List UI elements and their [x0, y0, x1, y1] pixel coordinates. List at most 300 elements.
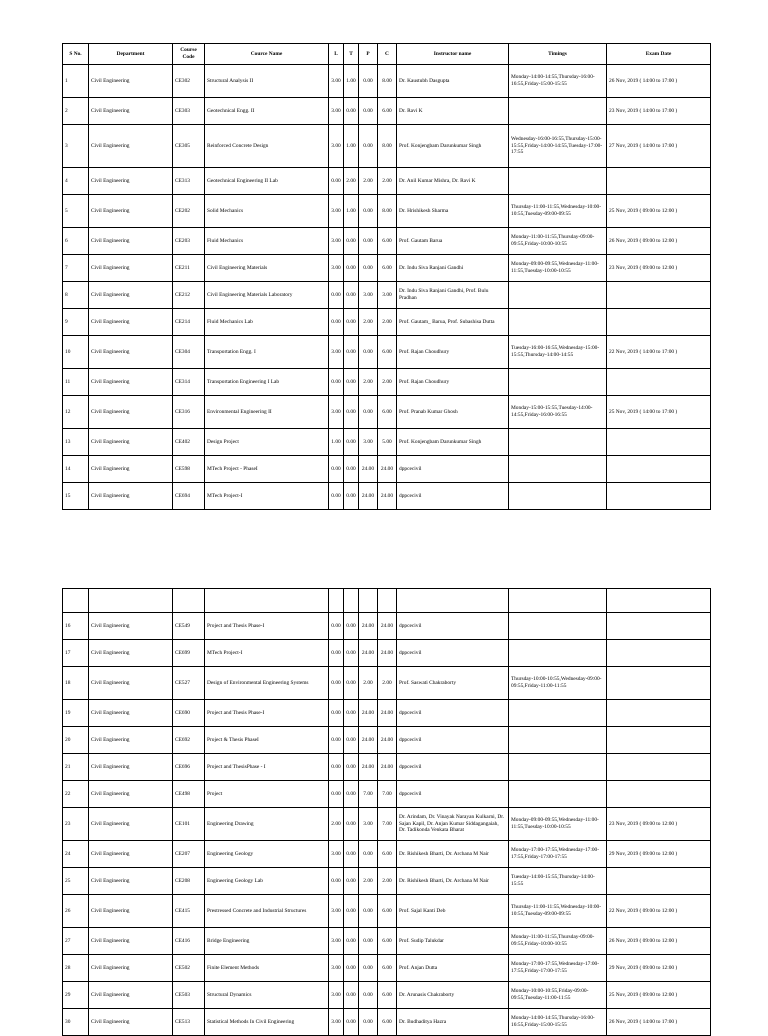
- lecture-hours-cell: 3.00: [329, 195, 344, 228]
- practical-hours-cell: 0.00: [359, 228, 378, 255]
- timings-cell: Wednesday-16:00-16:55,Thursday-15:00-15:55,Friday-14:00-14:55,Tuesday-17:00-17:55: [509, 125, 607, 168]
- serial-number-cell: 5: [63, 195, 89, 228]
- exam-date-cell: [607, 868, 711, 895]
- credits-cell: 24.00: [378, 754, 397, 781]
- exam-date-cell: 23 Nov, 2019 ( 09:00 to 12:00 ): [607, 255, 711, 282]
- department-cell: Civil Engineering: [89, 781, 173, 808]
- instructor-name-cell: Dr. Rishikesh Bharti, Dr. Archana M Nair: [397, 868, 509, 895]
- credits-cell: 5.00: [378, 429, 397, 456]
- tutorial-hours-cell: 0.00: [344, 841, 359, 868]
- department-cell: Civil Engineering: [89, 483, 173, 510]
- timings-cell: Monday-15:00-15:55,Tuesday-14:00-14:55,Friday-16:00-16:55: [509, 396, 607, 429]
- credits-cell: 6.00: [378, 98, 397, 125]
- table-row: [63, 895, 711, 928]
- practical-hours-cell: 0.00: [359, 255, 378, 282]
- exam-date-cell: 23 Nov, 2019 ( 09:00 to 12:00 ): [607, 808, 711, 841]
- exam-date-cell: [607, 640, 711, 667]
- exam-date-cell: 25 Nov, 2019 ( 14:00 to 17:00 ): [607, 396, 711, 429]
- credits-cell: 8.00: [378, 195, 397, 228]
- course-name-cell: Transportation Engg. I: [205, 336, 329, 369]
- exam-date-cell: [607, 727, 711, 754]
- course-name-cell: Project and ThesisPhase - I: [205, 754, 329, 781]
- header-course-code: Course Code: [173, 44, 205, 65]
- practical-hours-cell: 24.00: [359, 754, 378, 781]
- department-cell: Civil Engineering: [89, 955, 173, 982]
- lecture-hours-cell: 3.00: [329, 1009, 344, 1036]
- table-row: [63, 754, 711, 781]
- instructor-name-cell: Dr. Indu Siva Ranjani Gandhi: [397, 255, 509, 282]
- serial-number-cell: 26: [63, 895, 89, 928]
- empty-cell: [359, 589, 378, 613]
- practical-hours-cell: 3.00: [359, 808, 378, 841]
- course-code-cell: CE699: [173, 640, 205, 667]
- exam-date-cell: [607, 483, 711, 510]
- lecture-hours-cell: 0.00: [329, 727, 344, 754]
- instructor-name-cell: dppcecivil: [397, 754, 509, 781]
- table-row: [63, 841, 711, 868]
- tutorial-hours-cell: 1.00: [344, 65, 359, 98]
- course-name-cell: Engineering Geology: [205, 841, 329, 868]
- exam-date-cell: [607, 369, 711, 396]
- exam-date-cell: 26 Nov, 2019 ( 14:00 to 17:00 ): [607, 1009, 711, 1036]
- course-name-cell: Finite Element Methods: [205, 955, 329, 982]
- timings-cell: Monday-14:00-14:55,Thursday-16:00-16:55,Friday-15:00-15:55: [509, 65, 607, 98]
- practical-hours-cell: 3.00: [359, 429, 378, 456]
- timings-cell: [509, 309, 607, 336]
- exam-date-cell: 29 Nov, 2019 ( 09:00 to 12:00 ): [607, 955, 711, 982]
- table-row: [63, 982, 711, 1009]
- practical-hours-cell: 0.00: [359, 955, 378, 982]
- course-code-cell: CE212: [173, 282, 205, 309]
- serial-number-cell: 19: [63, 700, 89, 727]
- credits-cell: 6.00: [378, 895, 397, 928]
- lecture-hours-cell: 3.00: [329, 125, 344, 168]
- practical-hours-cell: 0.00: [359, 841, 378, 868]
- tutorial-hours-cell: 0.00: [344, 396, 359, 429]
- course-name-cell: Design Project: [205, 429, 329, 456]
- lecture-hours-cell: 3.00: [329, 955, 344, 982]
- course-name-cell: Project & Thesis PhaseI: [205, 727, 329, 754]
- table-row: [63, 98, 711, 125]
- lecture-hours-cell: 3.00: [329, 98, 344, 125]
- course-code-cell: CE202: [173, 195, 205, 228]
- course-code-cell: CE503: [173, 982, 205, 1009]
- table-row: [63, 369, 711, 396]
- exam-date-cell: [607, 754, 711, 781]
- instructor-name-cell: dppcecivil: [397, 700, 509, 727]
- empty-cell: [344, 589, 359, 613]
- credits-cell: 6.00: [378, 396, 397, 429]
- instructor-name-cell: Dr. Ravi K: [397, 98, 509, 125]
- practical-hours-cell: 0.00: [359, 928, 378, 955]
- serial-number-cell: 20: [63, 727, 89, 754]
- serial-number-cell: 16: [63, 613, 89, 640]
- timings-cell: Thursday-11:00-11:55,Wednesday-10:00-10:55,Tuesday-09:00-09:55: [509, 195, 607, 228]
- instructor-name-cell: Dr. Budhaditya Hazra: [397, 1009, 509, 1036]
- tutorial-hours-cell: 0.00: [344, 255, 359, 282]
- department-cell: Civil Engineering: [89, 336, 173, 369]
- table-row: [63, 868, 711, 895]
- timings-cell: Monday-17:00-17:55,Wednesday-17:00-17:55,Friday-17:00-17:55: [509, 841, 607, 868]
- serial-number-cell: 10: [63, 336, 89, 369]
- empty-cell: [329, 589, 344, 613]
- credits-cell: 2.00: [378, 868, 397, 895]
- practical-hours-cell: 2.00: [359, 309, 378, 336]
- course-code-cell: CE415: [173, 895, 205, 928]
- course-code-cell: CE313: [173, 168, 205, 195]
- practical-hours-cell: 24.00: [359, 613, 378, 640]
- course-code-cell: CE304: [173, 336, 205, 369]
- course-code-cell: CE214: [173, 309, 205, 336]
- empty-cell: [607, 589, 711, 613]
- table-row: [63, 429, 711, 456]
- lecture-hours-cell: 3.00: [329, 928, 344, 955]
- credits-cell: 6.00: [378, 982, 397, 1009]
- course-code-cell: CE207: [173, 841, 205, 868]
- timings-cell: Monday-17:00-17:55,Wednesday-17:00-17:55,Friday-17:00-17:55: [509, 955, 607, 982]
- table-row: [63, 808, 711, 841]
- exam-date-cell: 29 Nov, 2019 ( 09:00 to 12:00 ): [607, 841, 711, 868]
- timings-cell: [509, 727, 607, 754]
- credits-cell: 6.00: [378, 255, 397, 282]
- instructor-name-cell: dppcecivil: [397, 483, 509, 510]
- instructor-name-cell: dppcecivil: [397, 456, 509, 483]
- credits-cell: 2.00: [378, 369, 397, 396]
- serial-number-cell: 22: [63, 781, 89, 808]
- lecture-hours-cell: 0.00: [329, 309, 344, 336]
- credits-cell: 6.00: [378, 1009, 397, 1036]
- header-department: Department: [89, 44, 173, 65]
- instructor-name-cell: Dr. Arunasis Chakraborty: [397, 982, 509, 1009]
- tutorial-hours-cell: 0.00: [344, 955, 359, 982]
- exam-date-cell: [607, 309, 711, 336]
- serial-number-cell: 29: [63, 982, 89, 1009]
- instructor-name-cell: Prof. Sudip Talukdar: [397, 928, 509, 955]
- department-cell: Civil Engineering: [89, 808, 173, 841]
- course-code-cell: CE692: [173, 727, 205, 754]
- table-header-row-blank: [63, 589, 711, 613]
- tutorial-hours-cell: 0.00: [344, 700, 359, 727]
- course-code-cell: CE314: [173, 369, 205, 396]
- empty-cell: [205, 589, 329, 613]
- instructor-name-cell: dppcecivil: [397, 640, 509, 667]
- course-code-cell: CE549: [173, 613, 205, 640]
- department-cell: Civil Engineering: [89, 255, 173, 282]
- practical-hours-cell: 2.00: [359, 868, 378, 895]
- instructor-name-cell: Prof. Konjengbam Darunkumar Singh: [397, 125, 509, 168]
- table-row: [63, 125, 711, 168]
- serial-number-cell: 1: [63, 65, 89, 98]
- tutorial-hours-cell: 0.00: [344, 781, 359, 808]
- header-practical-hours: P: [359, 44, 378, 65]
- serial-number-cell: 27: [63, 928, 89, 955]
- table-row: [63, 282, 711, 309]
- practical-hours-cell: 0.00: [359, 1009, 378, 1036]
- timings-cell: Monday-14:00-14:55,Thursday-16:00-16:55,Friday-15:00-15:55: [509, 1009, 607, 1036]
- practical-hours-cell: 0.00: [359, 98, 378, 125]
- timings-cell: [509, 369, 607, 396]
- course-code-cell: CE305: [173, 125, 205, 168]
- instructor-name-cell: Prof. Pranab Kumar Ghosh: [397, 396, 509, 429]
- course-code-cell: CE316: [173, 396, 205, 429]
- credits-cell: 8.00: [378, 65, 397, 98]
- tutorial-hours-cell: 0.00: [344, 868, 359, 895]
- lecture-hours-cell: 3.00: [329, 228, 344, 255]
- serial-number-cell: 25: [63, 868, 89, 895]
- lecture-hours-cell: 0.00: [329, 754, 344, 781]
- table-row: [63, 700, 711, 727]
- credits-cell: 2.00: [378, 168, 397, 195]
- course-name-cell: Fluid Mechanics Lab: [205, 309, 329, 336]
- header-timings: Timings: [509, 44, 607, 65]
- serial-number-cell: 4: [63, 168, 89, 195]
- instructor-name-cell: Dr. Hrishikesh Sharma: [397, 195, 509, 228]
- credits-cell: 6.00: [378, 928, 397, 955]
- serial-number-cell: 8: [63, 282, 89, 309]
- lecture-hours-cell: 0.00: [329, 868, 344, 895]
- instructor-name-cell: Prof. Sajal Kanti Deb: [397, 895, 509, 928]
- course-table-bottom: [62, 588, 711, 1036]
- lecture-hours-cell: 0.00: [329, 369, 344, 396]
- credits-cell: 6.00: [378, 955, 397, 982]
- header-tutorial-hours: T: [344, 44, 359, 65]
- course-code-cell: CE416: [173, 928, 205, 955]
- course-name-cell: MTech Project-I: [205, 640, 329, 667]
- timings-cell: Thursday-11:00-11:55,Wednesday-10:00-10:55,Tuesday-09:00-09:55: [509, 895, 607, 928]
- course-name-cell: MTech Project - PhaseI: [205, 456, 329, 483]
- practical-hours-cell: 0.00: [359, 982, 378, 1009]
- tutorial-hours-cell: 0.00: [344, 282, 359, 309]
- table-row: [63, 955, 711, 982]
- course-code-cell: CE498: [173, 781, 205, 808]
- empty-cell: [63, 589, 89, 613]
- practical-hours-cell: 2.00: [359, 667, 378, 700]
- department-cell: Civil Engineering: [89, 640, 173, 667]
- department-cell: Civil Engineering: [89, 456, 173, 483]
- course-code-cell: CE502: [173, 955, 205, 982]
- course-code-cell: CE690: [173, 700, 205, 727]
- timings-cell: [509, 429, 607, 456]
- course-code-cell: CE303: [173, 98, 205, 125]
- course-name-cell: Project: [205, 781, 329, 808]
- table-row: [63, 483, 711, 510]
- practical-hours-cell: 2.00: [359, 168, 378, 195]
- serial-number-cell: 14: [63, 456, 89, 483]
- exam-date-cell: [607, 429, 711, 456]
- exam-date-cell: 26 Nov, 2019 ( 09:00 to 12:00 ): [607, 228, 711, 255]
- course-name-cell: Project and Thesis Phase-I: [205, 700, 329, 727]
- lecture-hours-cell: 0.00: [329, 667, 344, 700]
- exam-date-cell: [607, 613, 711, 640]
- exam-date-cell: 25 Nov, 2019 ( 09:00 to 12:00 ): [607, 195, 711, 228]
- practical-hours-cell: 0.00: [359, 125, 378, 168]
- table-row: [63, 65, 711, 98]
- course-name-cell: Reinforced Concrete Design: [205, 125, 329, 168]
- lecture-hours-cell: 0.00: [329, 700, 344, 727]
- serial-number-cell: 30: [63, 1009, 89, 1036]
- instructor-name-cell: Dr. Rishikesh Bharti, Dr. Archana M Nair: [397, 841, 509, 868]
- serial-number-cell: 23: [63, 808, 89, 841]
- course-name-cell: Statistical Methods In Civil Engineering: [205, 1009, 329, 1036]
- department-cell: Civil Engineering: [89, 195, 173, 228]
- department-cell: Civil Engineering: [89, 754, 173, 781]
- department-cell: Civil Engineering: [89, 895, 173, 928]
- department-cell: Civil Engineering: [89, 700, 173, 727]
- course-name-cell: Geotechnical Engineering II Lab: [205, 168, 329, 195]
- serial-number-cell: 3: [63, 125, 89, 168]
- exam-date-cell: 25 Nov, 2019 ( 09:00 to 12:00 ): [607, 982, 711, 1009]
- header-lecture-hours: L: [329, 44, 344, 65]
- practical-hours-cell: 24.00: [359, 483, 378, 510]
- serial-number-cell: 17: [63, 640, 89, 667]
- credits-cell: 24.00: [378, 613, 397, 640]
- course-code-cell: CE527: [173, 667, 205, 700]
- instructor-name-cell: dppcecivil: [397, 727, 509, 754]
- serial-number-cell: 13: [63, 429, 89, 456]
- practical-hours-cell: 3.00: [359, 282, 378, 309]
- practical-hours-cell: 24.00: [359, 700, 378, 727]
- instructor-name-cell: Dr. Kaustubh Dasgupta: [397, 65, 509, 98]
- tutorial-hours-cell: 1.00: [344, 125, 359, 168]
- lecture-hours-cell: 0.00: [329, 613, 344, 640]
- instructor-name-cell: Prof. Anjan Dutta: [397, 955, 509, 982]
- department-cell: Civil Engineering: [89, 168, 173, 195]
- instructor-name-cell: Dr. Anil Kumar Mishra, Dr. Ravi K: [397, 168, 509, 195]
- credits-cell: 24.00: [378, 456, 397, 483]
- practical-hours-cell: 0.00: [359, 396, 378, 429]
- tutorial-hours-cell: 0.00: [344, 613, 359, 640]
- course-name-cell: Engineering Drawing: [205, 808, 329, 841]
- credits-cell: 24.00: [378, 700, 397, 727]
- lecture-hours-cell: 3.00: [329, 255, 344, 282]
- exam-date-cell: 26 Nov, 2019 ( 09:00 to 12:00 ): [607, 928, 711, 955]
- table-row: [63, 309, 711, 336]
- timings-cell: [509, 640, 607, 667]
- exam-date-cell: [607, 282, 711, 309]
- serial-number-cell: 21: [63, 754, 89, 781]
- instructor-name-cell: Prof. Rajan Choudhury: [397, 336, 509, 369]
- tutorial-hours-cell: 0.00: [344, 336, 359, 369]
- course-name-cell: MTech Project-I: [205, 483, 329, 510]
- timings-cell: [509, 282, 607, 309]
- lecture-hours-cell: 0.00: [329, 168, 344, 195]
- department-cell: Civil Engineering: [89, 928, 173, 955]
- serial-number-cell: 2: [63, 98, 89, 125]
- timings-cell: Tuesday-14:00-15:55,Thursday-14:00-15:55: [509, 868, 607, 895]
- practical-hours-cell: 24.00: [359, 456, 378, 483]
- lecture-hours-cell: 0.00: [329, 483, 344, 510]
- course-code-cell: CE101: [173, 808, 205, 841]
- lecture-hours-cell: 3.00: [329, 982, 344, 1009]
- tutorial-hours-cell: 0.00: [344, 727, 359, 754]
- department-cell: Civil Engineering: [89, 309, 173, 336]
- header-credits: C: [378, 44, 397, 65]
- course-name-cell: Transportation Engineering I Lab: [205, 369, 329, 396]
- practical-hours-cell: 24.00: [359, 640, 378, 667]
- tutorial-hours-cell: 0.00: [344, 667, 359, 700]
- course-code-cell: CE598: [173, 456, 205, 483]
- tutorial-hours-cell: 0.00: [344, 228, 359, 255]
- exam-date-cell: [607, 700, 711, 727]
- course-code-cell: CE203: [173, 228, 205, 255]
- serial-number-cell: 6: [63, 228, 89, 255]
- table-row: [63, 336, 711, 369]
- department-cell: Civil Engineering: [89, 125, 173, 168]
- instructor-name-cell: Prof. Rajan Choudhury: [397, 369, 509, 396]
- course-name-cell: Civil Engineering Materials: [205, 255, 329, 282]
- table-body-bottom: [63, 613, 711, 1036]
- exam-date-cell: 27 Nov, 2019 ( 14:00 to 17:00 ): [607, 125, 711, 168]
- serial-number-cell: 15: [63, 483, 89, 510]
- instructor-name-cell: Dr. Indu Siva Ranjani Gandhi, Prof. Bulu Pradhan: [397, 282, 509, 309]
- department-cell: Civil Engineering: [89, 65, 173, 98]
- tutorial-hours-cell: 0.00: [344, 982, 359, 1009]
- department-cell: Civil Engineering: [89, 982, 173, 1009]
- table-body-top: [63, 65, 711, 510]
- course-code-cell: CE302: [173, 65, 205, 98]
- credits-cell: 24.00: [378, 483, 397, 510]
- serial-number-cell: 28: [63, 955, 89, 982]
- tutorial-hours-cell: 0.00: [344, 640, 359, 667]
- practical-hours-cell: 0.00: [359, 195, 378, 228]
- department-cell: Civil Engineering: [89, 1009, 173, 1036]
- course-name-cell: Fluid Mechanics: [205, 228, 329, 255]
- lecture-hours-cell: 3.00: [329, 65, 344, 98]
- lecture-hours-cell: 3.00: [329, 841, 344, 868]
- lecture-hours-cell: 0.00: [329, 640, 344, 667]
- tutorial-hours-cell: 0.00: [344, 369, 359, 396]
- timings-cell: [509, 754, 607, 781]
- practical-hours-cell: 0.00: [359, 336, 378, 369]
- course-name-cell: Engineering Geology Lab: [205, 868, 329, 895]
- department-cell: Civil Engineering: [89, 228, 173, 255]
- empty-cell: [89, 589, 173, 613]
- tutorial-hours-cell: 2.00: [344, 168, 359, 195]
- course-name-cell: Project and Thesis Phase-I: [205, 613, 329, 640]
- exam-date-cell: [607, 781, 711, 808]
- lecture-hours-cell: 1.00: [329, 429, 344, 456]
- department-cell: Civil Engineering: [89, 282, 173, 309]
- credits-cell: 24.00: [378, 727, 397, 754]
- header-instructor-name: Instructor name: [397, 44, 509, 65]
- table-row: [63, 613, 711, 640]
- practical-hours-cell: 2.00: [359, 369, 378, 396]
- tutorial-hours-cell: 0.00: [344, 808, 359, 841]
- timings-cell: [509, 781, 607, 808]
- course-name-cell: Environmental Engineering II: [205, 396, 329, 429]
- department-cell: Civil Engineering: [89, 868, 173, 895]
- tutorial-hours-cell: 0.00: [344, 928, 359, 955]
- course-code-cell: CE696: [173, 754, 205, 781]
- course-code-cell: CE208: [173, 868, 205, 895]
- exam-date-cell: 23 Nov, 2019 ( 14:00 to 17:00 ): [607, 98, 711, 125]
- department-cell: Civil Engineering: [89, 841, 173, 868]
- course-table-top: [62, 43, 711, 510]
- credits-cell: 2.00: [378, 309, 397, 336]
- empty-cell: [378, 589, 397, 613]
- lecture-hours-cell: 2.00: [329, 808, 344, 841]
- course-code-cell: CE402: [173, 429, 205, 456]
- department-cell: Civil Engineering: [89, 369, 173, 396]
- department-cell: Civil Engineering: [89, 396, 173, 429]
- timings-cell: [509, 98, 607, 125]
- header-course-name: Cource Name: [205, 44, 329, 65]
- lecture-hours-cell: 0.00: [329, 282, 344, 309]
- instructor-name-cell: Prof. Gautam Barua: [397, 228, 509, 255]
- exam-date-cell: [607, 456, 711, 483]
- practical-hours-cell: 24.00: [359, 727, 378, 754]
- credits-cell: 7.00: [378, 781, 397, 808]
